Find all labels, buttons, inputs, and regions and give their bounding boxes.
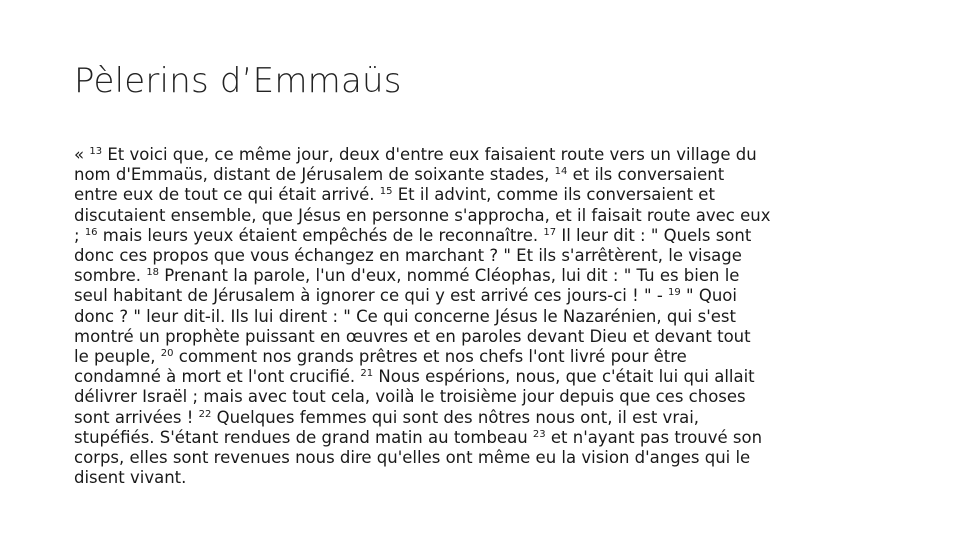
body-line <box>74 206 904 226</box>
body-text-segment: ; <box>74 225 85 245</box>
body-line <box>74 327 904 347</box>
body-text-segment: Il leur dit : " Quels sont <box>556 225 752 245</box>
body-line <box>74 145 904 165</box>
verse-number: 16 <box>84 226 98 238</box>
body-text-segment: disent vivant. <box>74 468 187 488</box>
body-line <box>74 226 904 246</box>
body-text-segment: corps, elles sont revenues nous dire qu'elles ont même eu la vision d'anges qui le <box>74 448 751 468</box>
body-text-segment: Nous espérions, nous, que c'était lui qui allait <box>373 367 755 387</box>
body-text-segment: le peuple, <box>74 347 161 367</box>
verse-number: 13 <box>89 146 103 157</box>
body-text-segment: " Quoi <box>680 286 737 306</box>
verse-number: 15 <box>379 186 393 198</box>
body-line <box>74 347 904 367</box>
body-text-segment: « <box>74 145 90 164</box>
body-line <box>74 266 904 286</box>
body-text-segment: condamné à mort et l'ont crucifié. <box>74 367 361 387</box>
body-line <box>74 387 904 407</box>
body-text-segment: montré un prophète puissant en œuvres et en paroles devant Dieu et devant tout <box>74 326 751 346</box>
verse-number: 22 <box>198 408 212 420</box>
body-text-segment: stupéfiés. S'étant rendues de grand matin au tombeau <box>74 427 533 447</box>
slide-body-text <box>74 145 904 488</box>
verse-number: 23 <box>532 428 546 440</box>
body-line <box>74 468 904 488</box>
verse-number: 14 <box>554 166 568 178</box>
verse-number: 19 <box>668 287 681 299</box>
verse-number: 20 <box>160 348 174 360</box>
body-text-segment: Et voici que, ce même jour, deux d'entre eux faisaient route vers un village du <box>102 145 757 164</box>
body-text-segment: donc ces propos que vous échangez en marchant ? " Et ils s'arrêtèrent, le visage <box>74 246 742 266</box>
verse-number: 17 <box>543 226 557 238</box>
slide-title: Pèlerins d’Emmaüs <box>74 61 402 101</box>
body-text-segment: Et il advint, comme ils conversaient et <box>392 185 715 205</box>
body-line <box>74 165 904 185</box>
body-line <box>74 185 904 205</box>
body-line <box>74 428 904 448</box>
body-text-segment: Quelques femmes qui sont des nôtres nous ont, il est vrai, <box>211 407 700 427</box>
body-text-segment: sombre. <box>74 266 147 286</box>
body-text-segment: donc ? " leur dit-il. Ils lui dirent : " Ce qui concerne Jésus le Nazarénien, qui s'est <box>74 306 736 326</box>
body-line <box>74 246 904 266</box>
body-text-segment: délivrer Israël ; mais avec tout cela, voilà le troisième jour depuis que ces choses <box>74 387 746 407</box>
body-text-segment: mais leurs yeux étaient empêchés de le reconnaître. <box>97 225 544 245</box>
body-text-segment: seul habitant de Jérusalem à ignorer ce qui y est arrivé ces jours-ci ! " - <box>74 286 669 306</box>
body-text-segment: entre eux de tout ce qui était arrivé. <box>74 185 380 205</box>
body-text-segment: et n'ayant pas trouvé son <box>545 427 763 447</box>
body-line <box>74 307 904 327</box>
body-line <box>74 448 904 468</box>
verse-number: 21 <box>360 368 374 380</box>
body-line <box>74 367 904 387</box>
body-text-segment: discutaient ensemble, que Jésus en personne s'approcha, et il faisait route avec eux <box>74 205 771 225</box>
body-text-segment: comment nos grands prêtres et nos chefs l'ont livré pour être <box>173 347 687 367</box>
body-line <box>74 286 904 306</box>
body-text-segment: sont arrivées ! <box>74 407 199 427</box>
body-text-segment: nom d'Emmaüs, distant de Jérusalem de soixante stades, <box>74 165 555 185</box>
verse-number: 18 <box>146 267 160 279</box>
body-text-segment: et ils conversaient <box>567 165 725 185</box>
body-text-segment: Prenant la parole, l'un d'eux, nommé Cléophas, lui dit : " Tu es bien le <box>159 266 740 286</box>
body-line <box>74 408 904 428</box>
